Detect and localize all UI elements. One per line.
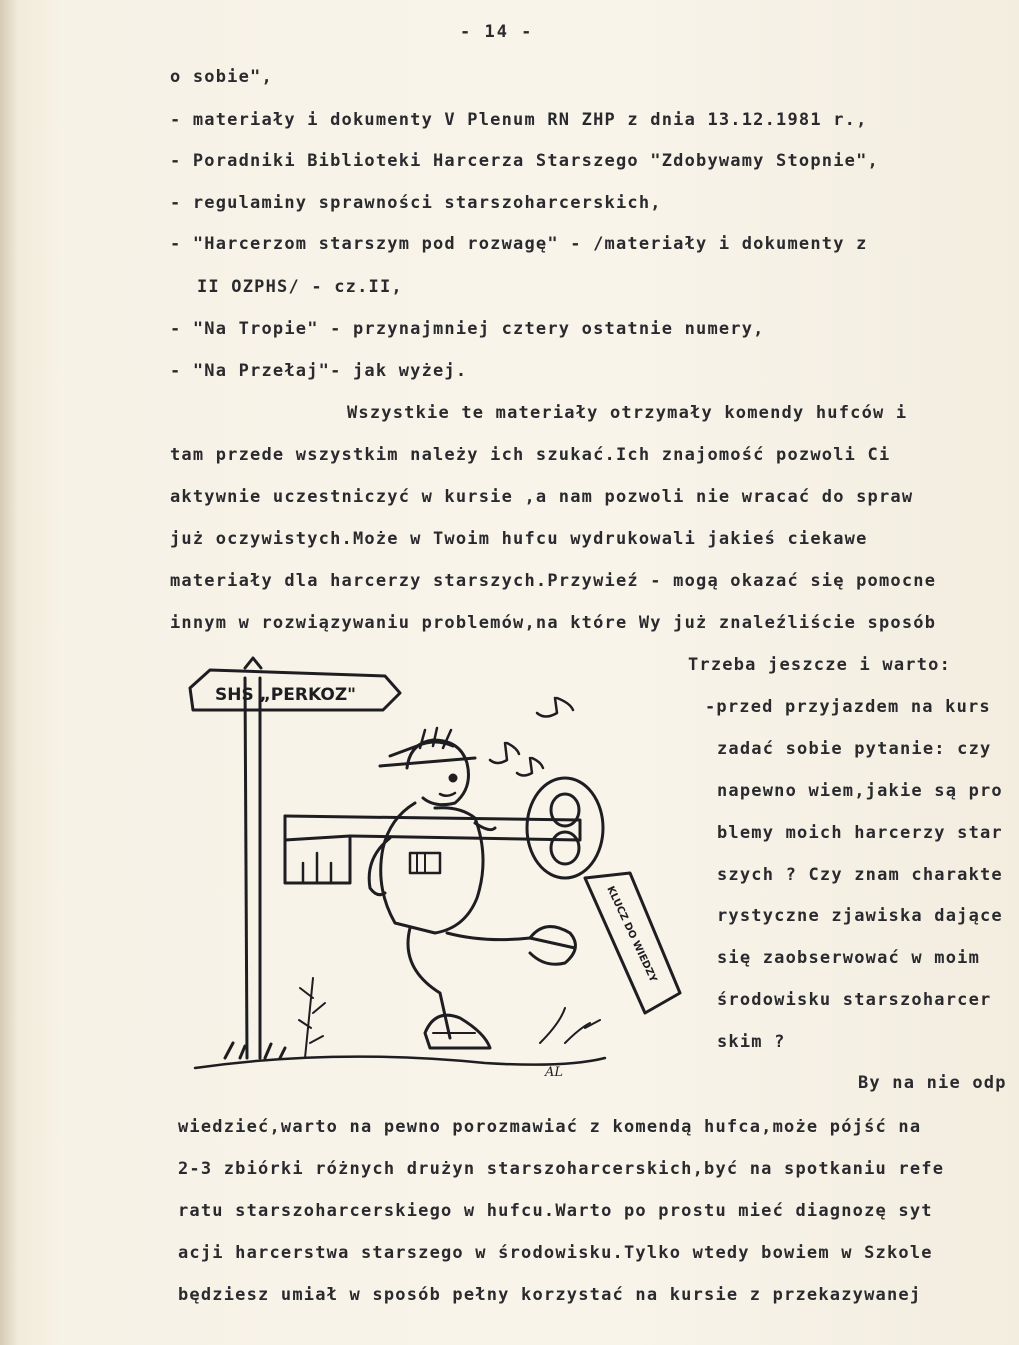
page-number: - 14 - — [460, 22, 534, 42]
scout-body — [381, 803, 483, 933]
text-line: innym w rozwiązywaniu problemów,na które Wy już znaleźliście sposób — [170, 613, 937, 633]
text-line: środowisku starszoharcer — [717, 990, 992, 1010]
text-line: tam przede wszystkim należy ich szukać.Ich znajomość pozwoli Ci — [170, 445, 891, 465]
cartoon-drawing — [185, 648, 685, 1093]
text-line: napewno wiem,jakie są pro — [717, 781, 1003, 801]
text-line: - "Harcerzom starszym pod rozwagę" - /materiały i dokumenty z — [170, 234, 868, 254]
text-line: o sobie", — [170, 67, 273, 87]
scout-key-illustration — [185, 648, 685, 1093]
text-line: ratu starszoharcerskiego w hufcu.Warto po prostu mieć diagnozę syt — [178, 1201, 933, 1221]
page-edge-shadow — [0, 0, 18, 1345]
scout-leg-left — [408, 928, 450, 1038]
text-line: 2-3 zbiórki różnych drużyn starszoharcerskich,być na spotkaniu refe — [178, 1159, 945, 1179]
text-line: blemy moich harcerzy star — [717, 823, 1003, 843]
text-line: już oczywistych.Może w Twoim hufcu wydrukowali jakieś ciekawe — [170, 529, 868, 549]
text-line: aktywnie uczestniczyć w kursie ,a nam pozwoli nie wracać do spraw — [170, 487, 914, 507]
text-line: acji harcerstwa starszego w środowisku.Tylko wtedy bowiem w Szkole — [178, 1243, 933, 1263]
text-line: będziesz umiał w sposób pełny korzystać na kursie z przekazywanej — [178, 1285, 922, 1305]
scout-leg-right — [447, 933, 575, 948]
text-line: Trzeba jeszcze i warto: — [688, 655, 952, 675]
text-line: skim ? — [717, 1032, 786, 1052]
text-line: wiedzieć,warto na pewno porozmawiać z komendą hufca,może pójść na — [178, 1117, 922, 1137]
text-line: - materiały i dokumenty V Plenum RN ZHP z dnia 13.12.1981 r., — [170, 110, 868, 130]
scout-head — [407, 740, 469, 805]
text-line: - "Na Tropie" - przynajmniej cztery ostatnie numery, — [170, 319, 765, 339]
text-line: zadać sobie pytanie: czy — [717, 739, 992, 759]
text-line: szych ? Czy znam charakte — [717, 865, 1003, 885]
text-line: II OZPHS/ - cz.II, — [197, 277, 403, 297]
text-line: Wszystkie te materiały otrzymały komendy hufców i — [347, 403, 908, 423]
text-line: materiały dla harcerzy starszych.Przywieź - mogą okazać się pomocne — [170, 571, 937, 591]
text-line: rystyczne zjawiska dające — [717, 906, 1003, 926]
text-line: się zaobserwować w moim — [717, 948, 981, 968]
text-line: By na nie odp — [858, 1073, 1007, 1093]
text-line: - "Na Przełaj"- jak wyżej. — [170, 361, 468, 381]
text-line: -przed przyjazdem na kurs — [705, 697, 991, 717]
signpost-text: SHS „PERKOZ" — [215, 685, 357, 705]
text-line: - Poradniki Biblioteki Harcerza Starszego "Zdobywamy Stopnie", — [170, 151, 879, 171]
text-line: - regulaminy sprawności starszoharcerskich, — [170, 193, 662, 213]
signpost-pole — [245, 678, 247, 1058]
key-tag-text: KLUCZ DO WIEDZY — [604, 884, 659, 985]
artist-signature: AL — [545, 1065, 564, 1080]
